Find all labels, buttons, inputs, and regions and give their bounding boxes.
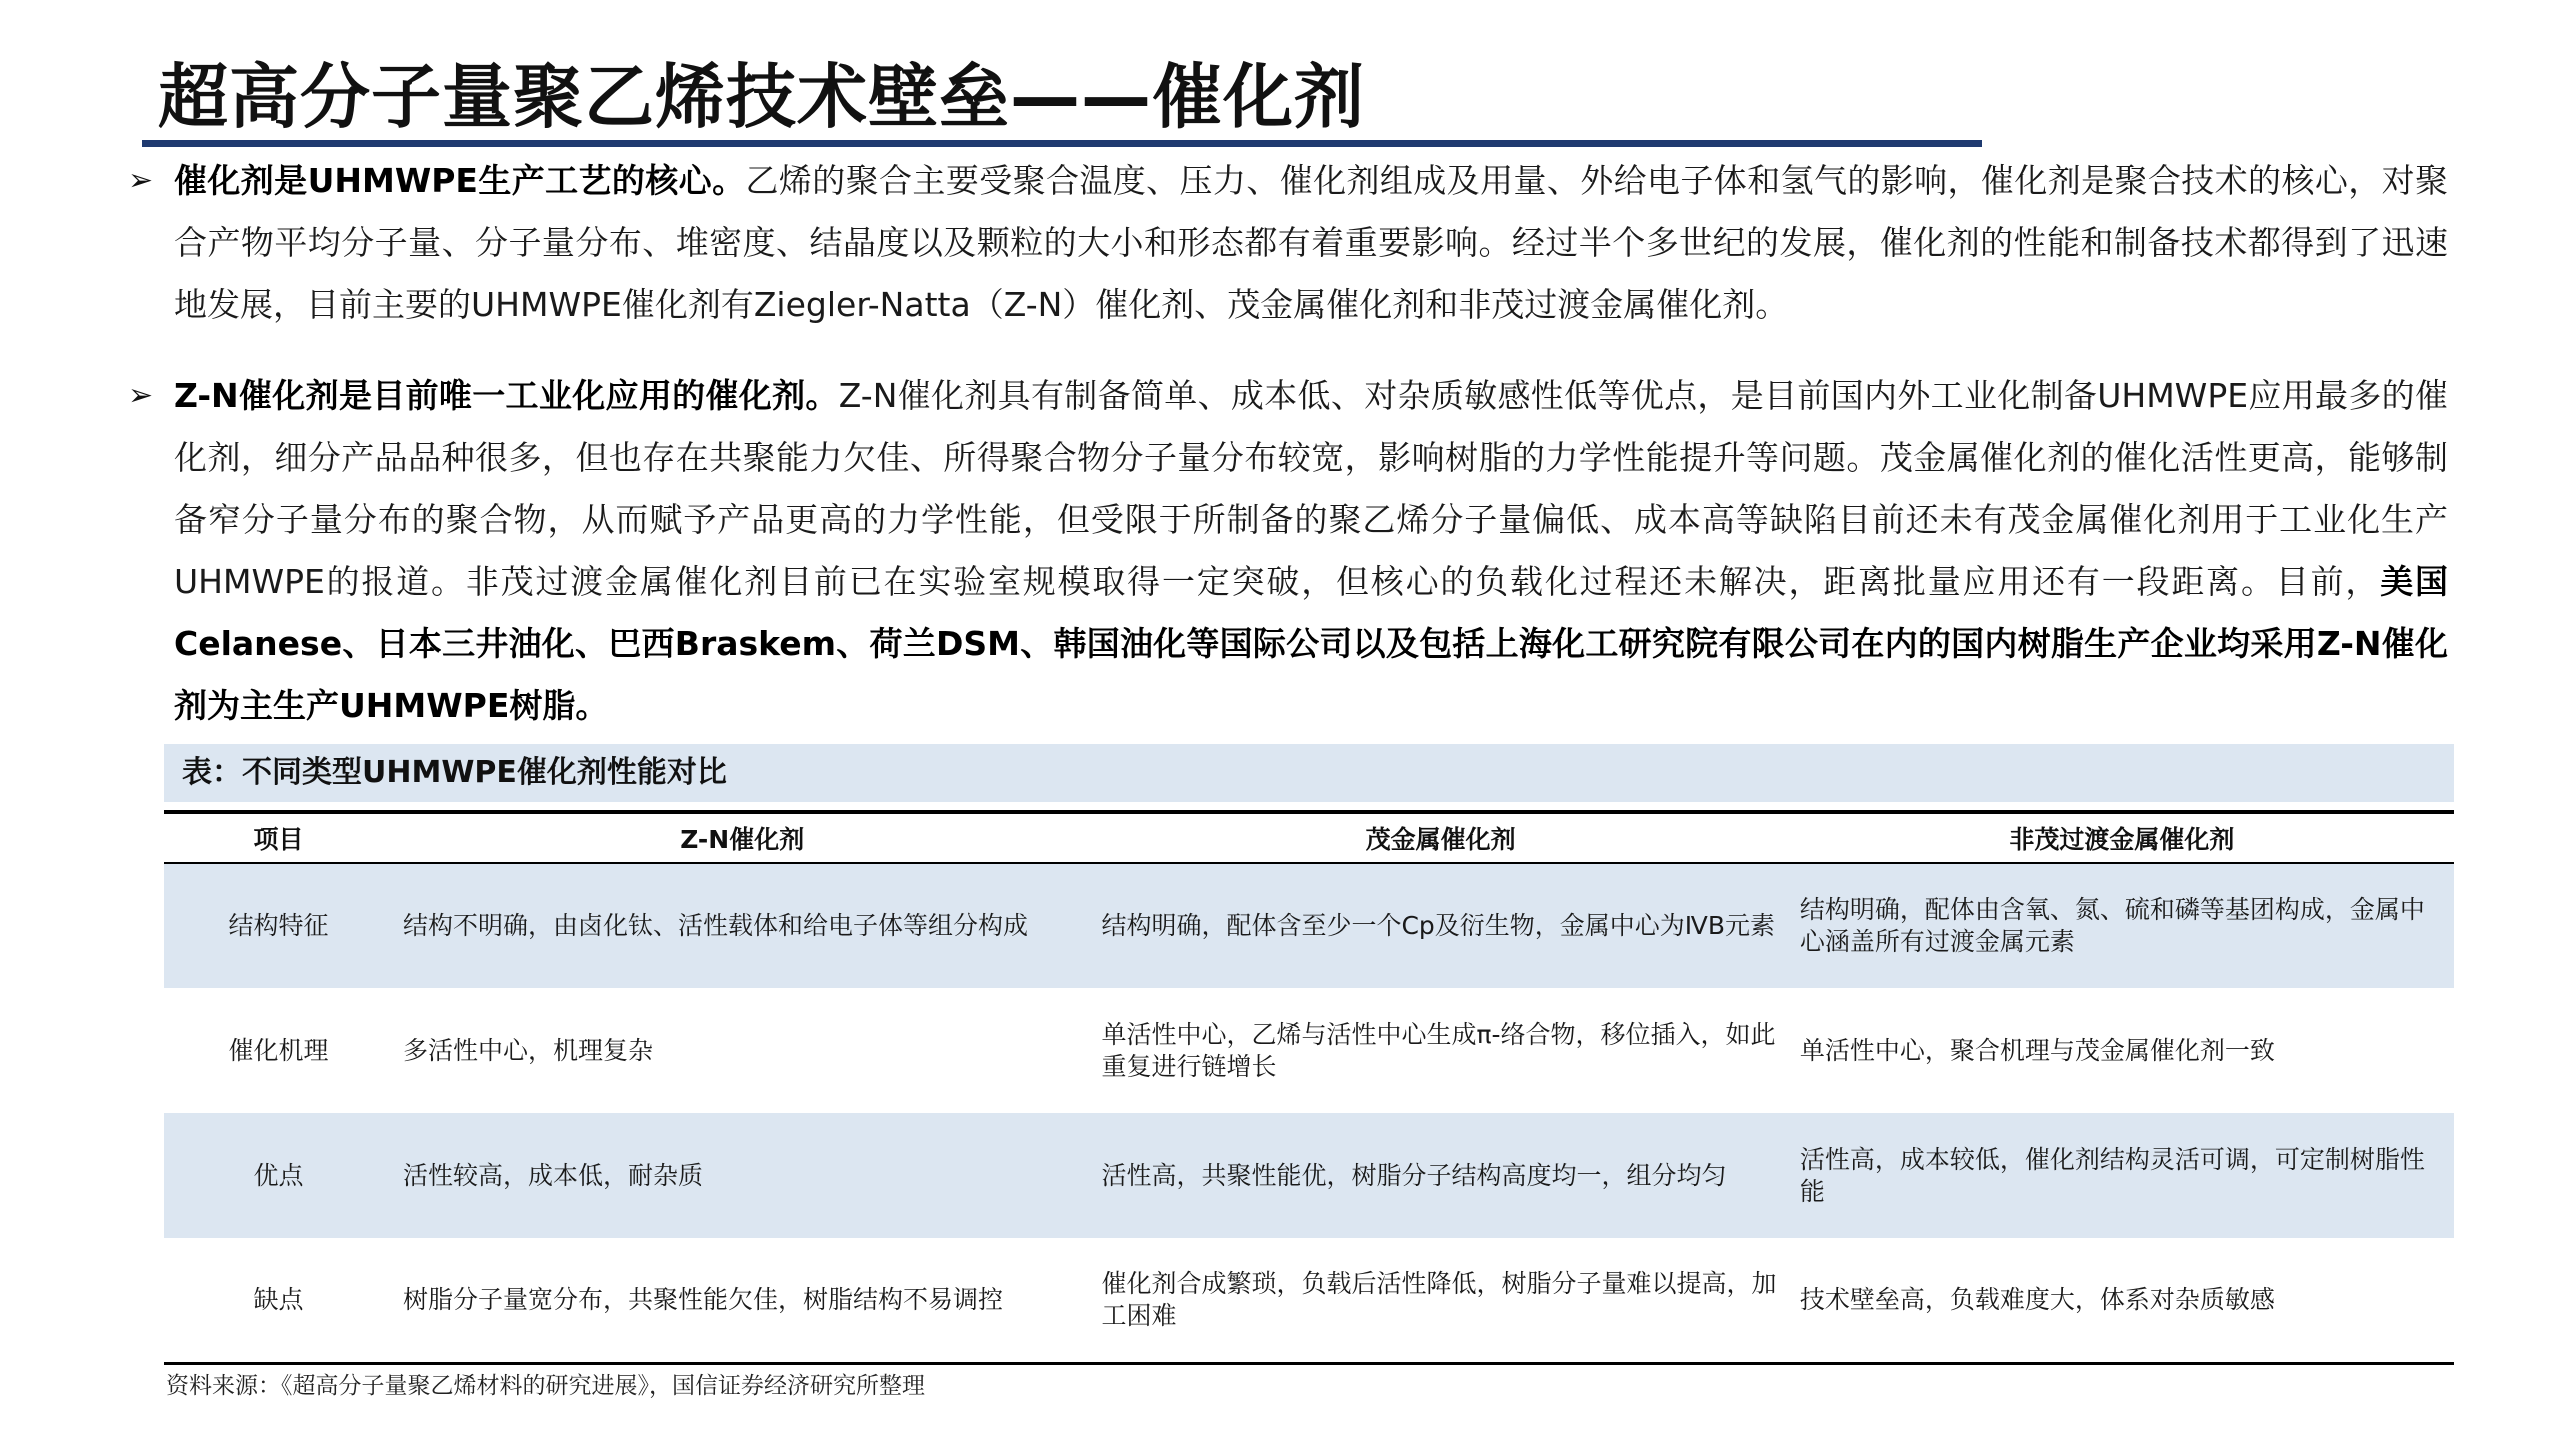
table-caption <box>164 744 2454 802</box>
table-cell: 活性高，共聚性能优，树脂分子结构高度均一，组分均匀 <box>1091 1113 1789 1238</box>
bullet-zn-catalyst <box>128 365 2448 737</box>
table-cell: 技术壁垒高，负载难度大，体系对杂质敏感 <box>1799 1284 2275 1314</box>
table-row <box>164 1113 2454 1238</box>
row-label: 催化机理 <box>228 1035 329 1065</box>
source-note: 资料来源：《超高分子量聚乙烯材料的研究进展》，国信证券经济研究所整理 <box>166 1373 925 1399</box>
page-title: 超高分子量聚乙烯技术壁垒——催化剂 <box>158 56 1365 138</box>
bullet-lead: Z-N催化剂是目前唯一工业化应用的催化剂。 <box>174 376 839 415</box>
table-row <box>164 863 2454 988</box>
header-item: 项目 <box>253 825 304 854</box>
bullet-lead: 催化剂是UHMWPE生产工艺的核心。 <box>174 161 746 200</box>
bullet-catalyst-core <box>128 150 2448 336</box>
row-label: 缺点 <box>253 1284 304 1314</box>
arrow-bullet-icon: ➢ <box>128 378 154 413</box>
table-cell: 多活性中心，机理复杂 <box>403 1035 654 1065</box>
bullet-text <box>174 150 2448 336</box>
arrow-bullet-icon: ➢ <box>128 163 154 198</box>
table-header-row <box>164 812 2454 863</box>
bullet-bold-tail: 美国Celanese、日本三井油化、巴西Braskem、荷兰DSM、韩国油化等国际公司以及包括上海化工研究院有限公司在内的国内树脂生产企业均采用Z-N催化剂为主生产UHMWPE树脂。 <box>174 562 2448 725</box>
bullet-text <box>174 365 2448 737</box>
table-cell: 单活性中心，乙烯与活性中心生成π-络合物，移位插入，如此重复进行链增长 <box>1101 1019 1776 1081</box>
table-cell: 催化剂合成繁琐，负载后活性降低，树脂分子量难以提高，加工困难 <box>1101 1268 1777 1330</box>
header-zn: Z-N催化剂 <box>680 825 805 854</box>
table-cell: 结构明确，配体含至少一个Cp及衍生物，金属中心为ⅣB元素 <box>1091 863 1789 988</box>
table-cell: 活性较高，成本低，耐杂质 <box>393 1113 1091 1238</box>
table-cell: 树脂分子量宽分布，共聚性能欠佳，树脂结构不易调控 <box>403 1284 1004 1314</box>
table-cell: 结构不明确，由卤化钛、活性载体和给电子体等组分构成 <box>393 863 1091 988</box>
row-label: 优点 <box>164 1113 393 1238</box>
table-caption-text: 表：不同类型UHMWPE催化剂性能对比 <box>182 755 727 790</box>
header-metallocene: 茂金属催化剂 <box>1365 825 1516 854</box>
bullet-body: 乙烯的聚合主要受聚合温度、压力、催化剂组成及用量、外给电子体和氢气的影响，催化剂是聚合技术的核心，对聚合产物平均分子量、分子量分布、堆密度、结晶度以及颗粒的大小和形态都有着重要影响。经过半个多世纪的发展，催化剂的性能和制备技术都得到了迅速地发展，目前主要的UHMWPE催化剂有Ziegler-Natta（Z-N）催化剂、茂金属催化剂和非茂过渡金属催化剂。 <box>174 161 2448 324</box>
table-cell: 结构明确，配体由含氧、氮、硫和磷等基团构成，金属中心涵盖所有过渡金属元素 <box>1790 863 2454 988</box>
title-underline <box>142 140 1982 147</box>
table-row <box>164 988 2454 1113</box>
catalyst-comparison-table <box>164 810 2454 1365</box>
table-row <box>164 1238 2454 1363</box>
table-cell: 活性高，成本较低，催化剂结构灵活可调，可定制树脂性能 <box>1790 1113 2454 1238</box>
header-non-metallocene: 非茂过渡金属催化剂 <box>2009 825 2235 854</box>
row-label: 结构特征 <box>164 863 393 988</box>
bullet-body: Z-N催化剂具有制备简单、成本低、对杂质敏感性低等优点，是目前国内外工业化制备UHMWPE应用最多的催化剂，细分产品品种很多，但也存在共聚能力欠佳、所得聚合物分子量分布较宽，影响树脂的力学性能提升等问题。茂金属催化剂的催化活性更高，能够制备窄分子量分布的聚合物，从而赋予产品更高的力学性能，但受限于所制备的聚乙烯分子量偏低、成本高等缺陷目前还未有茂金属催化剂用于工业化生产UHMWPE的报道。非茂过渡金属催化剂目前已在实验室规模取得一定突破，但核心的负载化过程还未解决，距离批量应用还有一段距离。目前， <box>174 376 2448 601</box>
table-cell: 单活性中心，聚合机理与茂金属催化剂一致 <box>1799 1035 2275 1065</box>
